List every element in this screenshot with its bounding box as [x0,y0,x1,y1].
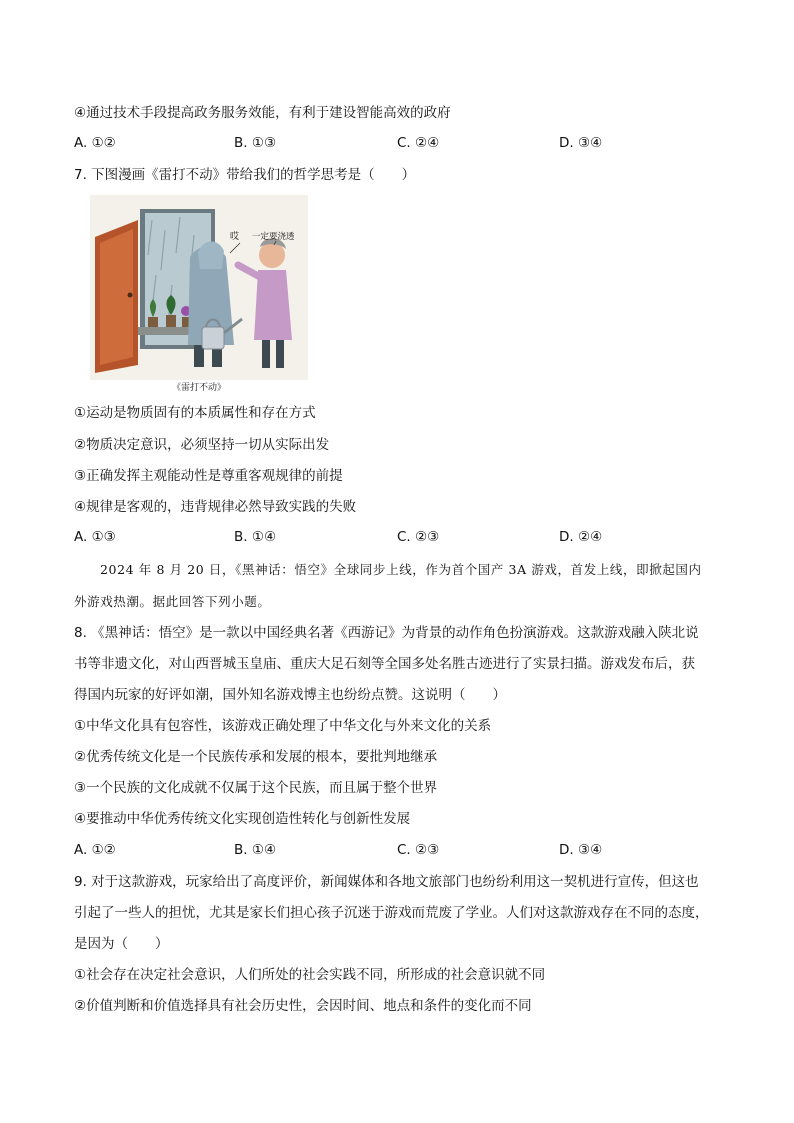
q7-option-c: C. ②③ [397,529,440,545]
q8-option-d: D. ③④ [559,842,603,858]
q6-item-4: ④通过技术手段提高政务服务效能，有利于建设智能高效的政府 [74,105,451,121]
q8-stem-line-3: 得国内玩家的好评如潮，国外知名游戏博主也纷纷点赞。这说明（ ） [74,687,506,703]
q9-stem-line-1: 9. 对于这款游戏，玩家给出了高度评价，新闻媒体和各地文旅部门也纷纷利用这一契机进行宣传，但这也 [74,874,699,890]
woman-leg-right [276,340,284,368]
q8-item-4: ④要推动中华优秀传统文化实现创造性转化与创新性发展 [74,811,411,827]
woman-leg-left [262,340,270,368]
q7-option-b: B. ①④ [234,529,277,545]
q8-item-2: ②优秀传统文化是一个民族传承和发展的根本，要批判地继承 [74,749,438,765]
q9-item-1: ①社会存在决定社会意识，人们所处的社会实践不同，所形成的社会意识就不同 [74,967,546,983]
q6-option-d: D. ③④ [559,135,603,151]
q8-option-a: A. ①② [74,842,116,858]
q8-item-1: ①中华文化具有包容性，该游戏正确处理了中华文化与外来文化的关系 [74,718,492,734]
door-knob [128,293,133,298]
woman-body [254,270,292,340]
q9-stem-line-2: 引起了一些人的担忧，尤其是家长们担心孩子沉迷于游戏而荒废了学业。人们对这款游戏存在不同的态度， [74,905,709,921]
q8-stem-line-1: 8. 《黑神话：悟空》是一款以中国经典名著《西游记》为背景的动作角色扮演游戏。这款游戏融入陕北说 [74,625,699,641]
q8-item-3: ③一个民族的文化成就不仅属于这个民族，而且属于整个世界 [74,780,438,796]
q9-item-2: ②价值判断和价值选择具有社会历史性，会因时间、地点和条件的变化而不同 [74,998,532,1014]
q7-item-1: ①运动是物质固有的本质属性和存在方式 [74,405,316,421]
q6-option-c: C. ②④ [397,135,440,151]
q6-option-a: A. ①② [74,135,116,151]
q6-option-b: B. ①③ [234,135,277,151]
intro-line-1: 2024 年 8 月 20 日，《黑神话：悟空》全球同步上线，作为首个国产 3A 游戏，首发上线，即掀起国内 [100,562,702,577]
q7-option-d: D. ②④ [559,529,603,545]
intro-line-2: 外游戏热潮。据此回答下列小题。 [74,594,271,609]
q8-stem-line-2: 书等非遗文化，对山西晋城玉皇庙、重庆大足石刻等全国多处名胜古迹进行了实景扫描。游戏发布后，获 [74,656,695,672]
q9-stem-line-3: 是因为（ ） [74,936,169,952]
bubble-left-text: 哎 [230,232,240,242]
bubble-right-text: 一定要浇透 [252,232,295,242]
q7-option-a: A. ①③ [74,529,116,545]
comic-caption: 《雷打不动》 [171,383,226,393]
q7-stem: 7. 下图漫画《雷打不动》带给我们的哲学思考是（ ） [74,167,416,183]
q7-options [74,529,724,547]
q7-item-2: ②物质决定意识，必须坚持一切从实际出发 [74,437,330,453]
comic-illustration [90,195,308,380]
q8-option-c: C. ②③ [397,842,440,858]
q7-item-3: ③正确发挥主观能动性是尊重客观规律的前提 [74,468,343,484]
q7-item-4: ④规律是客观的，违背规律必然导致实践的失败 [74,499,357,515]
q6-options [74,135,724,153]
door-panel [100,229,133,365]
q8-options [74,842,724,860]
q8-option-b: B. ①④ [234,842,277,858]
